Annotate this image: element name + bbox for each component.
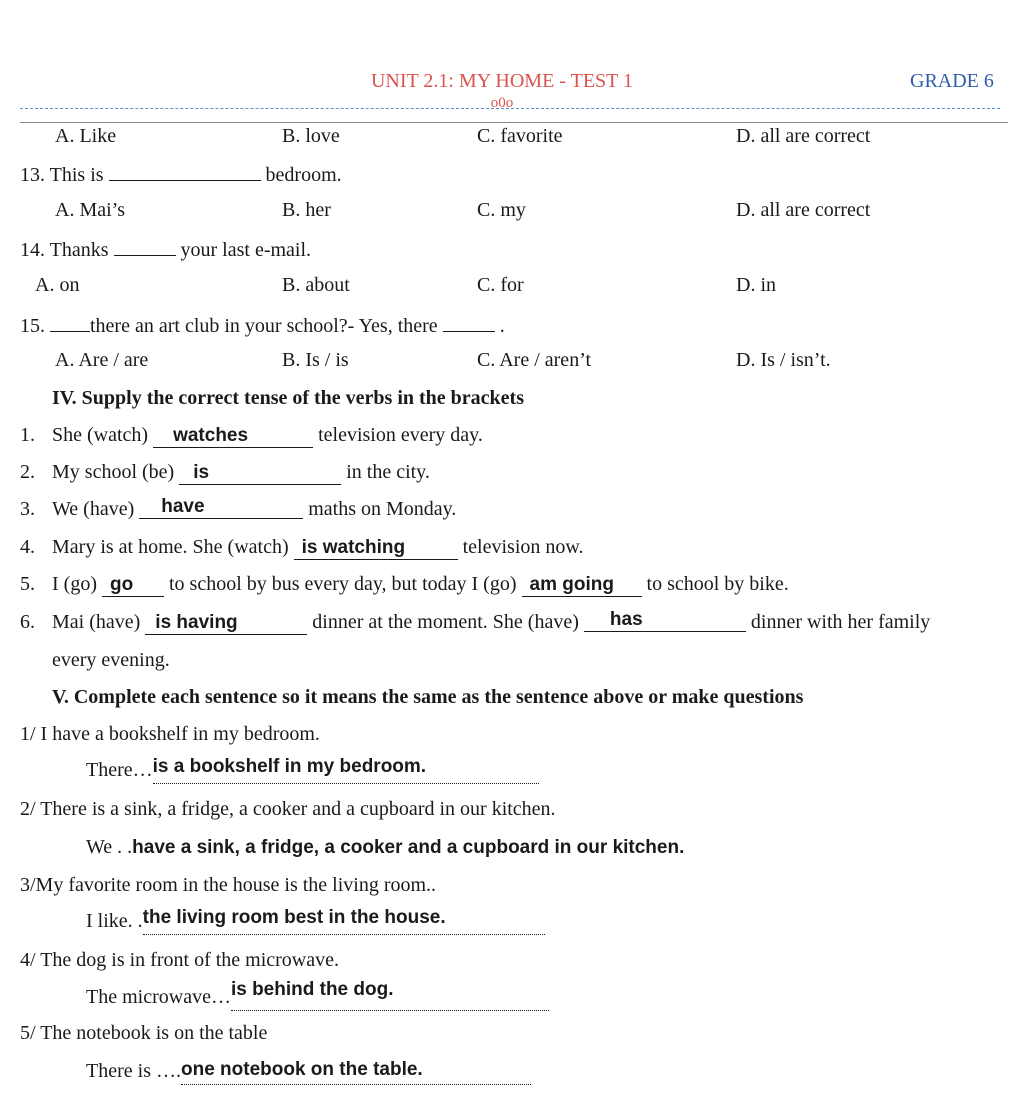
verb-item-end: to school by bike. (646, 573, 789, 595)
q14-option-d: D. in (736, 274, 776, 296)
verb-item-number: 4. (20, 536, 35, 558)
verb-item-2 (20, 460, 430, 485)
test-title: UNIT 2.1: MY HOME - TEST 1 (370, 70, 634, 92)
verb-item-4 (20, 535, 584, 560)
rewrite-prompt-4: 4/ The dog is in front of the microwave. (20, 949, 340, 971)
rewrite-answer-line-4 (86, 979, 549, 1011)
rewrite-start: I like. . (86, 910, 143, 932)
q14-stem-end: your last e-mail. (180, 239, 312, 261)
verb-item-number: 1. (20, 424, 35, 446)
verb-answer: have (161, 496, 205, 517)
q12-option-b: B. love (282, 125, 340, 147)
verb-item-number: 6. (20, 611, 35, 633)
question-15 (20, 311, 505, 338)
rewrite-answer-line-3 (86, 909, 545, 935)
verb-answer: is having (155, 612, 238, 633)
q14-stem-start: 14. Thanks (20, 239, 109, 261)
rewrite-answer-line-5 (86, 1059, 531, 1085)
verb-item-rest: in the city. (346, 461, 430, 483)
header-ornament: o0o (490, 95, 514, 111)
verb-answer: is (193, 462, 210, 483)
rewrite-prompt-5: 5/ The notebook is on the table (20, 1022, 268, 1044)
q15-option-c: C. Are / aren’t (477, 349, 592, 371)
question-13 (20, 160, 342, 187)
q12-option-a: A. Like (55, 125, 117, 147)
verb-item-number: 3. (20, 498, 35, 520)
q12-option-d: D. all are correct (736, 125, 871, 147)
grade-label: GRADE 6 (910, 70, 994, 92)
verb-item-prompt: I (go) (52, 573, 97, 595)
rewrite-start: The microwave… (86, 986, 231, 1008)
rewrite-answer: the living room best in the house. (142, 907, 446, 928)
verb-item-end: dinner with her family (750, 611, 931, 633)
rewrite-start: We . . (86, 836, 133, 858)
q14-option-a: A. on (35, 274, 80, 296)
rewrite-prompt-3: 3/My favorite room in the house is the living room.. (20, 874, 437, 896)
q13-stem-end: bedroom. (265, 164, 342, 186)
rewrite-answer-line-2 (86, 835, 684, 860)
verb-answer: go (109, 574, 134, 595)
verb-item-6 (20, 610, 930, 635)
q15-option-b: B. Is / is (282, 349, 349, 371)
verb-item-prompt: She (watch) (52, 424, 149, 446)
verb-item-1 (20, 423, 483, 448)
verb-answer-2: has (609, 609, 643, 630)
verb-item-rest: to school by bus every day, but today I (go) (168, 573, 517, 595)
rewrite-start: There… (86, 759, 153, 781)
q15-option-d: D. Is / isn’t. (736, 349, 831, 371)
header-divider (20, 122, 1008, 123)
rewrite-prompt-1: 1/ I have a bookshelf in my bedroom. (20, 723, 320, 745)
q14-blank (114, 235, 176, 256)
section-4-heading: IV. Supply the correct tense of the verbs in the brackets (52, 387, 525, 409)
q14-option-b: B. about (282, 274, 350, 296)
verb-item-prompt: My school (be) (52, 461, 175, 483)
q13-option-b: B. her (282, 199, 331, 221)
verb-item-prompt: Mary is at home. She (watch) (52, 536, 289, 558)
verb-item-number: 5. (20, 573, 35, 595)
verb-answer: watches (173, 425, 249, 446)
q13-blank (109, 160, 261, 181)
verb-answer-2: am going (529, 574, 614, 595)
verb-item-3 (20, 497, 456, 522)
rewrite-prompt-2: 2/ There is a sink, a fridge, a cooker and a cupboard in our kitchen. (20, 798, 556, 820)
rewrite-answer: have a sink, a fridge, a cooker and a cupboard in our kitchen. (132, 837, 685, 858)
q13-stem-start: 13. This is (20, 164, 104, 186)
verb-item-number: 2. (20, 461, 35, 483)
rewrite-answer: one notebook on the table. (180, 1059, 423, 1080)
q13-option-a: A. Mai’s (55, 199, 125, 221)
rewrite-answer: is behind the dog. (230, 979, 394, 1000)
verb-item-rest: dinner at the moment. She (have) (312, 611, 579, 633)
verb-item-prompt: Mai (have) (52, 611, 141, 633)
verb-item-5 (20, 572, 789, 597)
rewrite-answer: is a bookshelf in my bedroom. (152, 756, 427, 777)
q15-number: 15. (20, 315, 45, 337)
rewrite-start: There is …. (86, 1060, 181, 1082)
question-14 (20, 235, 311, 262)
q15-blank-2 (443, 311, 495, 332)
q15-stem-middle: there an art club in your school?- Yes, there (90, 315, 438, 337)
q13-option-d: D. all are correct (736, 199, 871, 221)
q15-stem-end: . (499, 315, 505, 337)
q14-option-c: C. for (477, 274, 524, 296)
rewrite-answer-line-1 (86, 758, 539, 784)
verb-item-rest: television every day. (318, 424, 483, 446)
verb-item-rest: television now. (462, 536, 584, 558)
q15-option-a: A. Are / are (55, 349, 149, 371)
q12-option-c: C. favorite (477, 125, 563, 147)
verb-item-6-continuation: every evening. (52, 649, 170, 671)
verb-item-prompt: We (have) (52, 498, 135, 520)
q13-option-c: C. my (477, 199, 526, 221)
section-5-heading: V. Complete each sentence so it means the same as the sentence above or make questions (52, 686, 804, 708)
verb-answer: is watching (301, 537, 406, 558)
verb-item-rest: maths on Monday. (308, 498, 457, 520)
q15-blank-1 (50, 311, 90, 332)
